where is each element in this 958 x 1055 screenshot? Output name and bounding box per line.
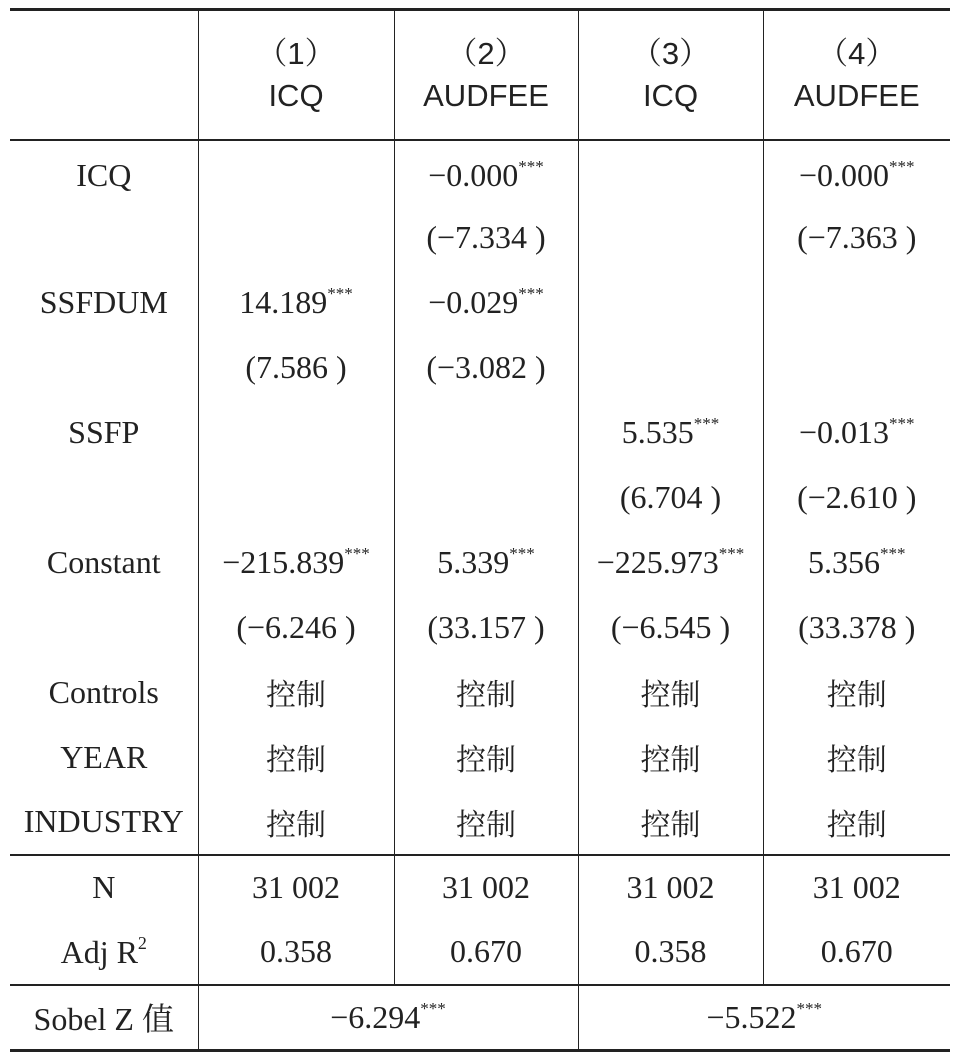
cell-year-4: 控制 — [826, 743, 887, 778]
table-row — [10, 530, 950, 595]
regression-table — [10, 8, 950, 1052]
table-row — [10, 725, 950, 790]
cell-ssfp-3: 5.535*** — [578, 400, 763, 465]
cell-icq-3 — [578, 140, 763, 205]
row-label-sobel: Sobel Z 值 — [10, 985, 198, 1051]
column-header-2: （2） AUDFEE — [394, 10, 578, 140]
cell-n-1: 31 002 — [198, 855, 394, 920]
tstat-constant-2: (33.157 ) — [394, 595, 578, 660]
cell-controls-2: 控制 — [394, 660, 578, 725]
tstat-ssfp-3: (6.704 ) — [578, 465, 763, 530]
table-row — [10, 660, 950, 725]
column-header-1: （1） ICQ — [198, 10, 394, 140]
tstat-icq-4: (−7.363 ) — [797, 218, 917, 255]
row-label-ssfp: SSFP — [10, 400, 198, 465]
cell-icq-4: −0.000*** — [798, 157, 915, 193]
cell-year-2: 控制 — [394, 725, 578, 790]
table-row — [10, 985, 950, 1051]
cell-icq-2: −0.000*** — [394, 140, 578, 205]
cell-constant-1: −215.839*** — [198, 530, 394, 595]
tstat-constant-1: (−6.246 ) — [198, 595, 394, 660]
cell-n-3: 31 002 — [578, 855, 763, 920]
row-label-industry: INDUSTRY — [10, 790, 198, 855]
column-header-3: （3） ICQ — [578, 10, 763, 140]
cell-sobel-right: −5.522*** — [706, 998, 823, 1035]
cell-n-4: 31 002 — [812, 869, 901, 905]
statistics-rows — [10, 855, 950, 985]
row-label-year: YEAR — [10, 725, 198, 790]
header-corner — [10, 10, 198, 140]
cell-adjr2-4: 0.670 — [820, 933, 893, 969]
cell-sobel-left: −6.294*** — [198, 985, 578, 1051]
cell-industry-3: 控制 — [578, 790, 763, 855]
table-header — [10, 10, 950, 140]
tstat-ssfp-4: (−2.610 ) — [797, 478, 917, 515]
cell-controls-3: 控制 — [578, 660, 763, 725]
tstat-constant-3: (−6.545 ) — [578, 595, 763, 660]
cell-controls-1: 控制 — [198, 660, 394, 725]
table-row — [10, 465, 950, 530]
row-label-n: N — [10, 855, 198, 920]
cell-constant-3: −225.973*** — [578, 530, 763, 595]
cell-n-2: 31 002 — [394, 855, 578, 920]
table-row — [10, 855, 950, 920]
tstat-ssfdum-2: (−3.082 ) — [394, 335, 578, 400]
table-row — [10, 400, 950, 465]
cell-industry-4: 控制 — [826, 807, 887, 843]
row-label-controls: Controls — [10, 660, 198, 725]
cell-ssfdum-2: −0.029*** — [394, 270, 578, 335]
table-row — [10, 140, 950, 205]
cell-icq-1 — [198, 140, 394, 205]
row-label-icq: ICQ — [10, 140, 198, 205]
table-row — [10, 335, 950, 400]
row-label-adjr2: Adj $R^2$ — [10, 920, 198, 985]
cell-controls-4: 控制 — [826, 678, 887, 713]
cell-adjr2-3: 0.358 — [578, 920, 763, 985]
cell-constant-2: 5.339*** — [394, 530, 578, 595]
cell-ssfdum-1: 14.189*** — [198, 270, 394, 335]
table-row — [10, 205, 950, 270]
tstat-constant-4: (33.378 ) — [798, 608, 916, 645]
cell-year-1: 控制 — [198, 725, 394, 790]
cell-year-3: 控制 — [578, 725, 763, 790]
tstat-icq-2: (−7.334 ) — [394, 205, 578, 270]
table-row — [10, 595, 950, 660]
row-label-ssfdum: SSFDUM — [10, 270, 198, 335]
table-row — [10, 920, 950, 985]
cell-ssfp-4: −0.013*** — [798, 413, 915, 450]
sobel-row-group — [10, 985, 950, 1051]
cell-adjr2-1: 0.358 — [198, 920, 394, 985]
coefficient-rows — [10, 140, 950, 855]
table-row — [10, 790, 950, 855]
row-label-constant: Constant — [10, 530, 198, 595]
column-header-4: （4） AUDFEE — [793, 35, 920, 113]
cell-constant-4: 5.356*** — [808, 543, 906, 580]
tstat-ssfdum-1: (7.586 ) — [198, 335, 394, 400]
cell-adjr2-2: 0.670 — [394, 920, 578, 985]
table-row — [10, 270, 950, 335]
cell-industry-1: 控制 — [198, 790, 394, 855]
cell-industry-2: 控制 — [394, 790, 578, 855]
